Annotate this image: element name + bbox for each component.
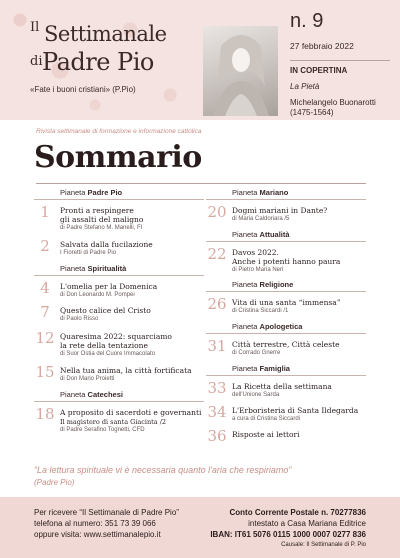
issue-number: n. 9: [290, 10, 324, 32]
footer-payment-info: [210, 507, 366, 551]
entry-author: dell'Unione Sarda: [232, 392, 280, 398]
entry-author: di Cristina Siccardi /1: [232, 308, 289, 314]
toc-entry[interactable]: [206, 427, 366, 446]
toc-entry[interactable]: [34, 405, 204, 438]
section-header-catechesi: Pianeta Catechesi: [34, 390, 204, 402]
entry-title: L'Erboristeria di Santa Ildegarda: [232, 406, 359, 415]
footer-iban: IBAN: IT61 5076 0115 1000 0007 0277 836: [210, 530, 366, 539]
section-header-religione: Pianeta Religione: [206, 280, 366, 292]
section-header-famiglia: Pianeta Famiglia: [206, 364, 366, 376]
entry-author: di Padre Serafino Tognetti, CFD: [60, 427, 145, 433]
section-header-spiritualita: Pianeta Spiritualità: [34, 264, 204, 276]
footer-causale: Causale: Il Settimanale di P. Pio: [281, 542, 366, 548]
entry-author: di Don Leonardo M. Pompei: [60, 292, 135, 298]
page-title: Sommario: [34, 140, 202, 175]
entry-title: Nella tua anima, la città fortificata: [60, 366, 192, 375]
toc-entry[interactable]: [206, 337, 366, 360]
entry-author: di Paolo Risso: [60, 316, 99, 322]
footer-holder: intestato a Casa Mariana Editrice: [248, 519, 366, 528]
entry-author: a cura di Cristina Siccardi: [232, 416, 301, 422]
page-number: 2: [40, 237, 50, 255]
page-number: 34: [207, 403, 227, 421]
footer-phone: telefona al numero: 351 73 39 066: [34, 519, 156, 528]
masthead-logo: [30, 18, 200, 78]
entry-author: di Corrado Gnerre: [232, 350, 281, 356]
entry-title: Davos 2022. Anche i potenti hanno paura: [232, 248, 341, 266]
toc-entry[interactable]: [34, 363, 204, 386]
section-header-padre-pio: Pianeta Padre Pio: [34, 188, 204, 200]
toc-entry[interactable]: [206, 203, 366, 226]
copertina-label: IN COPERTINA: [290, 66, 348, 75]
masthead-tagline: «Fate i buoni cristiani» (P.Pio): [30, 85, 136, 94]
entry-title: Vita di una santa “immensa”: [232, 298, 341, 307]
entry-title: Risposte ai lettori: [232, 430, 300, 439]
copertina-divider: [290, 60, 390, 61]
footer-band: [0, 497, 400, 558]
page-number: 31: [207, 337, 227, 355]
page-number: 26: [207, 295, 227, 313]
entry-author: di Padre Stefano M. Manelli, FI: [60, 225, 143, 231]
title-divider: [36, 183, 366, 184]
footer-subscribe-info: [34, 507, 179, 540]
entry-title: Città terrestre, Città celeste: [232, 340, 340, 349]
page-number: 12: [35, 329, 55, 347]
footer-account: Conto Corrente Postale n. 70277836: [229, 508, 366, 517]
toc-entry[interactable]: [206, 295, 366, 318]
masthead-padre-pio: Padre Pio: [42, 48, 154, 76]
entry-title: Questo calice del Cristo: [60, 306, 151, 315]
page-number: 18: [35, 405, 55, 423]
toc-entry[interactable]: [34, 303, 204, 326]
page-number: 7: [40, 303, 50, 321]
entry-title: La Ricetta della settimana: [232, 382, 332, 391]
toc-entry[interactable]: [206, 403, 366, 426]
page-number: 33: [207, 379, 227, 397]
footer-website-link[interactable]: oppure visita: www.settimanalepio.it: [34, 530, 161, 539]
masthead-di: di: [30, 54, 43, 69]
copertina-years: (1475-1564): [290, 108, 334, 117]
toc-entry[interactable]: [34, 203, 204, 232]
page-number: 20: [207, 203, 227, 221]
entry-title: Salvata dalla fucilazione: [60, 240, 153, 249]
entry-title: L'omelia per la Domenica: [60, 282, 158, 291]
cover-image-pieta: [203, 26, 278, 116]
magazine-subtitle: Rivista settimanale di formazione e informazione cattolica: [36, 128, 202, 135]
entry-author: I Fioretti di Padre Pio: [60, 250, 117, 256]
entry-title: A proposito di sacerdoti e governanti Il magistero di santa Giacinta /2: [60, 408, 202, 426]
section-header-apologetica: Pianeta Apologetica: [206, 322, 366, 334]
entry-author: di Maria Caldoriara /5: [232, 216, 290, 222]
masthead-il: Il: [30, 20, 40, 35]
entry-title: Quaresima 2022: squarciamo la rete della tentazione: [60, 332, 172, 350]
toc-entry[interactable]: [206, 245, 366, 274]
toc-entry[interactable]: [34, 279, 204, 302]
entry-title: Pronti a respingere gli assalti del maligno: [60, 206, 144, 224]
toc-entry[interactable]: [34, 329, 204, 358]
footer-line: Per ricevere “Il Settimanale di Padre Pio”: [34, 508, 179, 517]
page-number: 15: [35, 363, 55, 381]
entry-author: di Pietro Maria Neri: [232, 267, 284, 273]
page-number: 1: [40, 203, 50, 221]
page-number: 4: [40, 279, 50, 297]
entry-title: Dogmi mariani in Dante?: [232, 206, 328, 215]
issue-date: 27 febbraio 2022: [290, 41, 354, 51]
copertina-title: La Pietà: [290, 82, 320, 91]
entry-author: di Suor Ostia del Cuore Immacolato: [60, 351, 156, 357]
toc-entry[interactable]: [206, 379, 366, 402]
page-number: 22: [207, 245, 227, 263]
masthead-settimanale: Settimanale: [44, 22, 167, 46]
copertina-author: Michelangelo Buonarotti: [290, 98, 376, 107]
quote-source: (Padre Pio): [34, 478, 75, 487]
toc-entry[interactable]: [34, 237, 204, 260]
entry-author: di Don Mario Proietti: [60, 376, 115, 382]
section-header-mariano: Pianeta Mariano: [206, 188, 366, 200]
page-number: 36: [207, 427, 227, 445]
section-header-attualita: Pianeta Attualità: [206, 230, 366, 242]
quote-text: “La lettura spirituale vi è necessaria quanto l'aria che respiriamo”: [34, 465, 292, 475]
